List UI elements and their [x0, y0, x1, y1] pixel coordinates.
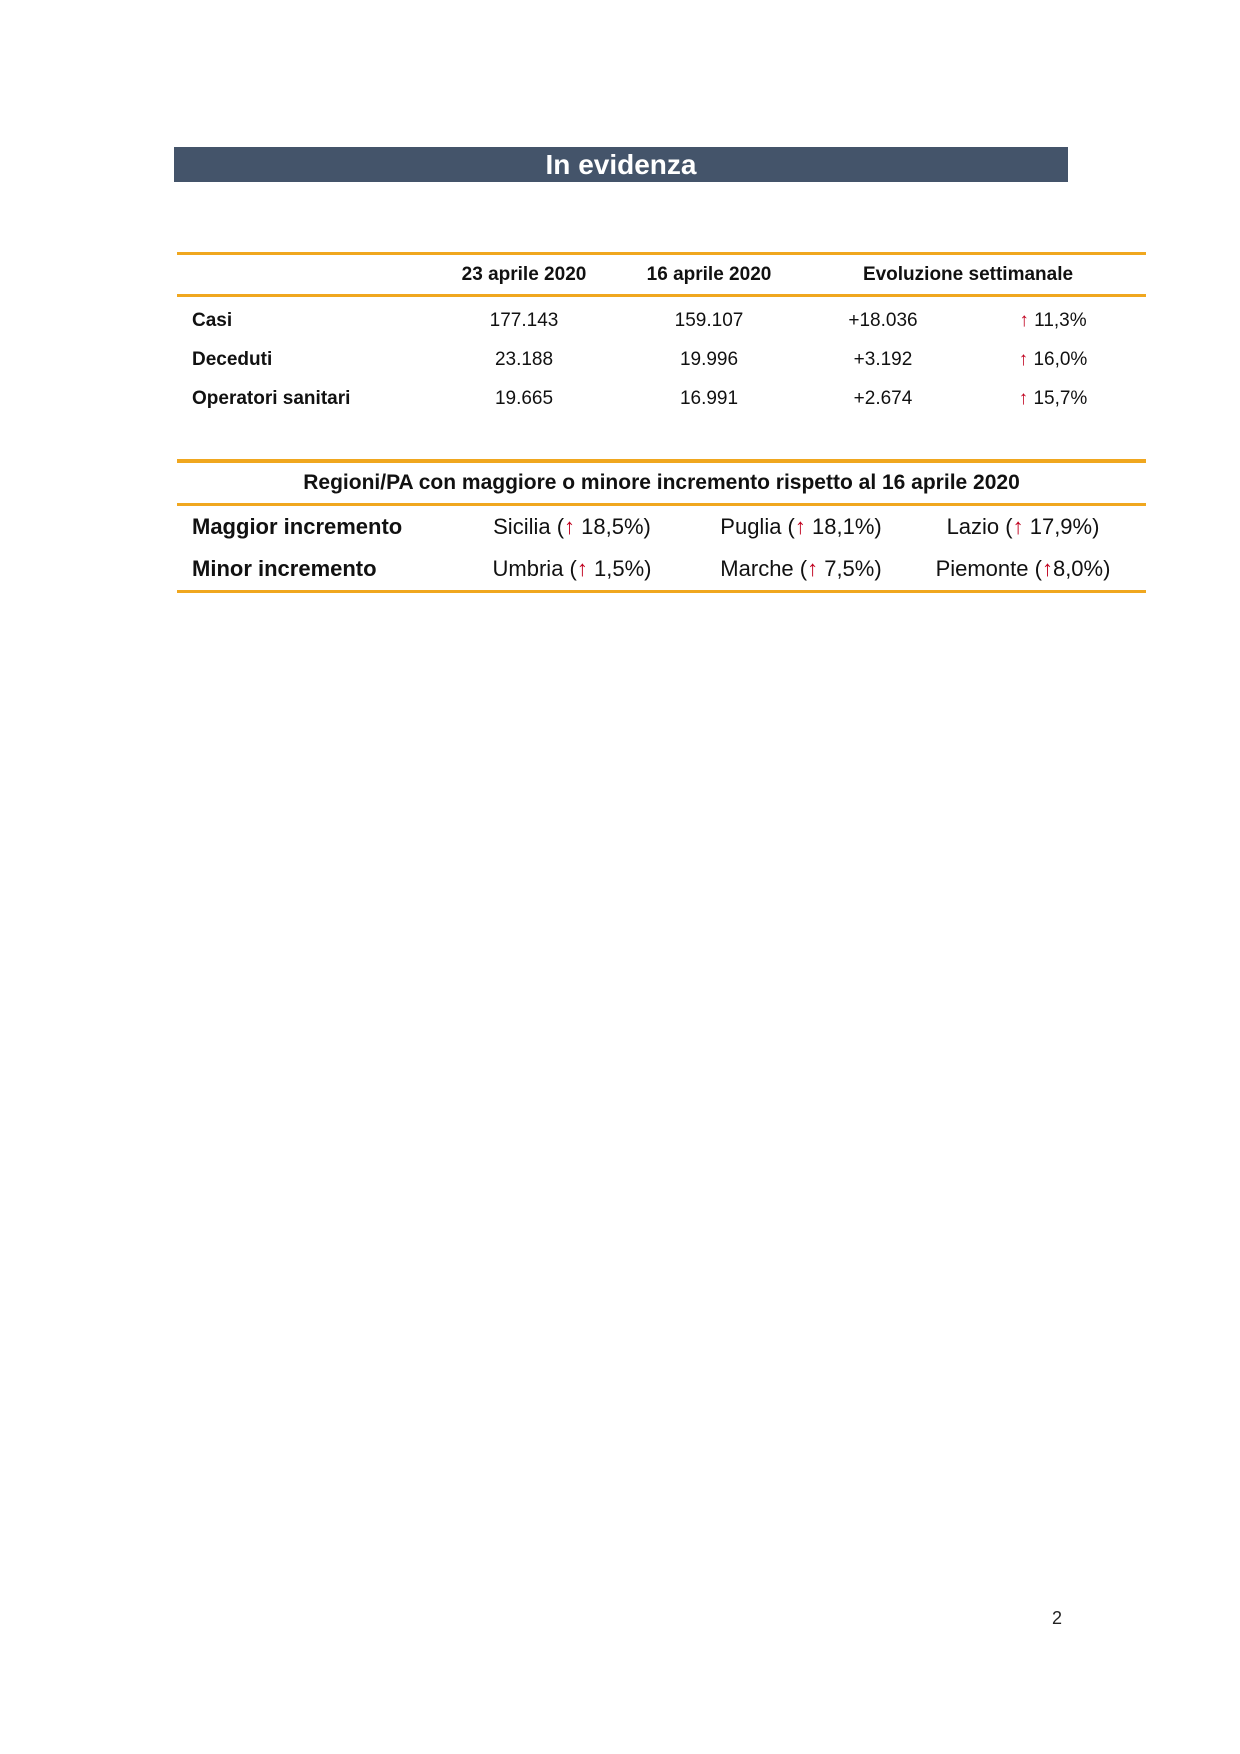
pct-value: 16,0%	[1033, 349, 1088, 370]
header-previous-date: 16 aprile 2020	[646, 264, 772, 285]
up-arrow-icon: ↑	[1012, 514, 1024, 539]
up-arrow-icon: ↑	[576, 556, 588, 581]
region-name: Lazio (	[946, 514, 1013, 539]
row-label: Operatori sanitari	[192, 388, 351, 409]
header-weekly-change: Evoluzione settimanale	[862, 264, 1074, 285]
current-value: 23.188	[494, 349, 554, 370]
current-value: 19.665	[494, 388, 554, 409]
regions-row-max	[177, 506, 1146, 548]
previous-value: 159.107	[674, 310, 744, 331]
row-label: Deceduti	[192, 349, 273, 370]
up-arrow-icon: ↑	[1018, 349, 1029, 370]
summary-header-row	[177, 255, 1146, 297]
region-name: Umbria (	[492, 556, 577, 581]
delta-value: +3.192	[853, 349, 913, 370]
up-arrow-icon: ↑	[807, 556, 819, 581]
previous-value: 16.991	[679, 388, 739, 409]
region-item	[947, 506, 1100, 548]
row-label: Casi	[192, 310, 233, 331]
delta-value: +2.674	[853, 388, 913, 409]
row-label: Minor incremento	[192, 556, 377, 581]
region-pct: 7,5%)	[818, 556, 882, 581]
region-pct: 18,1%)	[805, 514, 882, 539]
region-pct: 18,5%)	[575, 514, 651, 539]
region-name: Sicilia (	[493, 514, 565, 539]
up-arrow-icon: ↑	[564, 514, 576, 539]
up-arrow-icon: ↑	[1019, 310, 1029, 331]
summary-table	[177, 252, 1146, 418]
summary-row-health-workers	[177, 379, 1146, 418]
page-number: 2	[1052, 1608, 1063, 1628]
region-item	[493, 506, 651, 548]
regions-row-min	[177, 548, 1146, 590]
pct-value: 11,3%	[1034, 310, 1087, 331]
region-name: Marche (	[720, 556, 808, 581]
up-arrow-icon: ↑	[1041, 556, 1053, 581]
region-pct: 8,0%)	[1052, 556, 1111, 581]
summary-row-deaths	[177, 340, 1146, 379]
section-banner	[174, 147, 1068, 182]
pct-change	[1019, 379, 1088, 418]
pct-value: 15,7%	[1033, 388, 1088, 409]
pct-change	[1019, 301, 1086, 340]
row-label: Maggior incremento	[192, 514, 403, 539]
header-current-date: 23 aprile 2020	[461, 264, 587, 285]
summary-row-cases	[177, 301, 1146, 340]
current-value: 177.143	[489, 310, 559, 331]
regions-table	[177, 459, 1146, 593]
region-item	[936, 548, 1111, 590]
region-pct: 17,9%)	[1023, 514, 1100, 539]
previous-value: 19.996	[679, 349, 739, 370]
pct-change	[1019, 340, 1088, 379]
region-item	[493, 548, 652, 590]
up-arrow-icon: ↑	[1018, 388, 1029, 409]
banner-title: In evidenza	[545, 149, 697, 180]
region-item	[720, 548, 881, 590]
region-item	[720, 506, 881, 548]
region-name: Puglia (	[720, 514, 795, 539]
region-name: Piemonte (	[935, 556, 1042, 581]
region-pct: 1,5%)	[587, 556, 652, 581]
delta-value: +18.036	[848, 310, 918, 331]
regions-title: Regioni/PA con maggiore o minore incremento rispetto al 16 aprile 2020	[177, 463, 1146, 506]
up-arrow-icon: ↑	[794, 514, 806, 539]
